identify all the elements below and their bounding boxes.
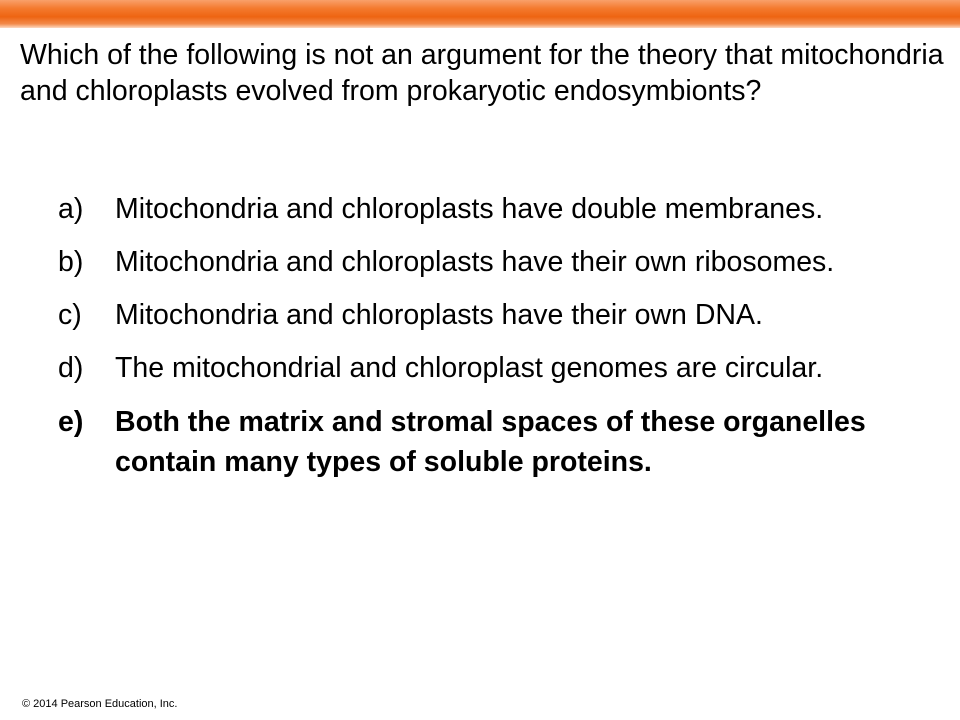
option-letter: c) [58, 299, 82, 331]
answer-option-a [58, 190, 938, 228]
option-text: Mitochondria and chloroplasts have their own DNA. [115, 299, 763, 331]
option-letter: b) [58, 246, 84, 278]
option-letter: d) [58, 352, 84, 384]
answer-option-d [58, 349, 938, 387]
option-text: Mitochondria and chloroplasts have double membranes. [115, 193, 824, 225]
answer-options-list [58, 190, 938, 482]
answer-option-c [58, 296, 938, 334]
copyright-notice: © 2014 Pearson Education, Inc. [22, 698, 178, 710]
option-text: The mitochondrial and chloroplast genomes are circular. [115, 352, 824, 384]
option-letter: e) [58, 406, 84, 438]
orange-header-bar [0, 0, 960, 28]
option-letter: a) [58, 193, 84, 225]
answer-option-e [58, 402, 938, 482]
option-text: Mitochondria and chloroplasts have their own ribosomes. [115, 246, 835, 278]
option-text: Both the matrix and stromal spaces of these organelles contain many types of soluble proteins. [115, 406, 866, 478]
answer-option-b [58, 243, 938, 281]
question-text: Which of the following is not an argument for the theory that mitochondria and chloroplasts evolved from prokaryotic endosymbionts? [20, 39, 944, 107]
